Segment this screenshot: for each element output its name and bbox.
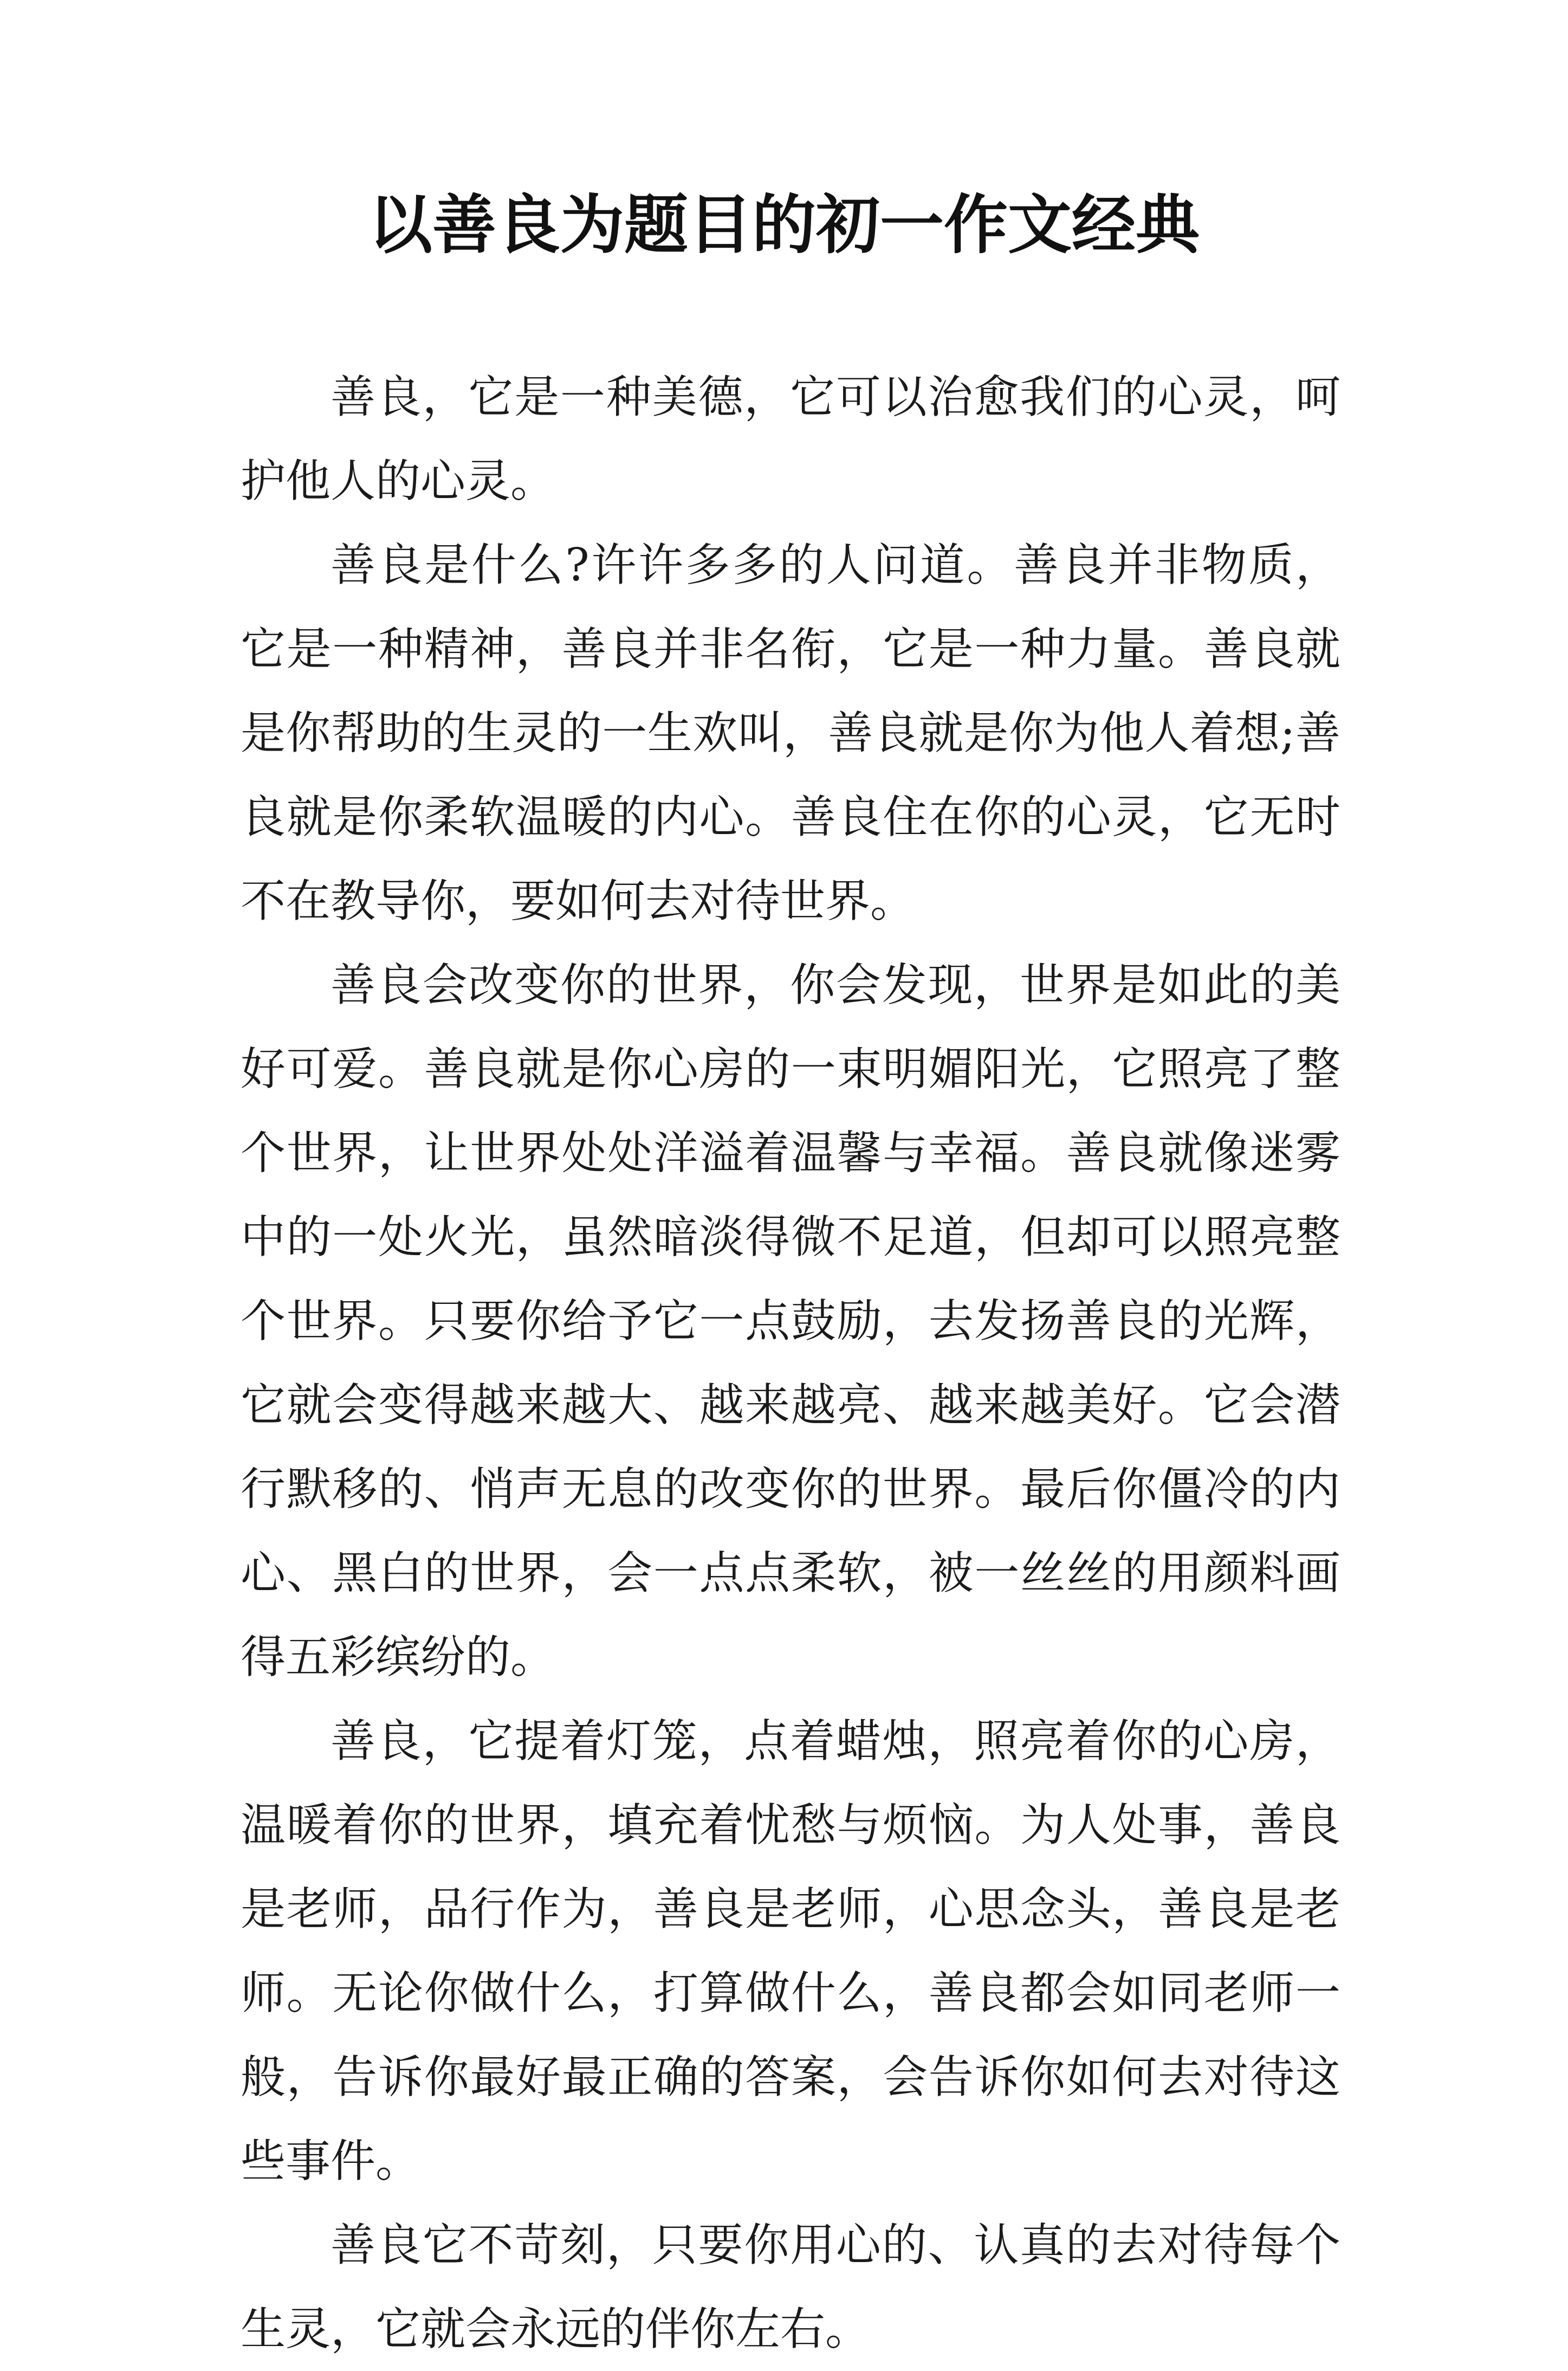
paragraph-3: 善良会改变你的世界，你会发现，世界是如此的美好可爱。善良就是你心房的一束明媚阳光，它照亮了整个世界，让世界处处洋溢着温馨与幸福。善良就像迷雾中的一处火光，虽然暗淡得微不足道，但却可以照亮整个世界。只要你给予它一点鼓励，去发扬善良的光辉，它就会变得越来越大、越来越亮、越来越美好。它会潜行默移的、悄声无息的改变你的世界。最后你僵冷的内心、黑白的世界，会一点点柔软，被一丝丝的用颜料画得五彩缤纷的。 bbox=[241, 959, 1340, 1683]
paragraph-4: 善良，它提着灯笼，点着蜡烛，照亮着你的心房，温暖着你的世界，填充着忧愁与烦恼。为人处事，善良是老师，品行作为，善良是老师，心思念头，善良是老师。无论你做什么，打算做什么，善良都会如同老师一般，告诉你最好最正确的答案，会告诉你如何去对待这些事件。 bbox=[241, 1715, 1340, 2187]
paragraph-2: 善良是什么?许许多多的人问道。善良并非物质，它是一种精神，善良并非名衔，它是一种力量。善良就是你帮助的生灵的一生欢叫，善良就是你为他人着想;善良就是你柔软温暖的内心。善良住在你的心灵，它无时不在教导你，要如何去对待世界。 bbox=[241, 539, 1340, 927]
paragraph-1: 善良，它是一种美德，它可以治愈我们的心灵，呵护他人的心灵。 bbox=[241, 371, 1340, 507]
document-body bbox=[241, 355, 1340, 2371]
document-title: 以善良为题目的初一作文经典 bbox=[368, 187, 1200, 262]
paragraph-5: 善良它不苛刻，只要你用心的、认真的去对待每个生灵，它就会永远的伴你左右。 bbox=[241, 2219, 1340, 2355]
